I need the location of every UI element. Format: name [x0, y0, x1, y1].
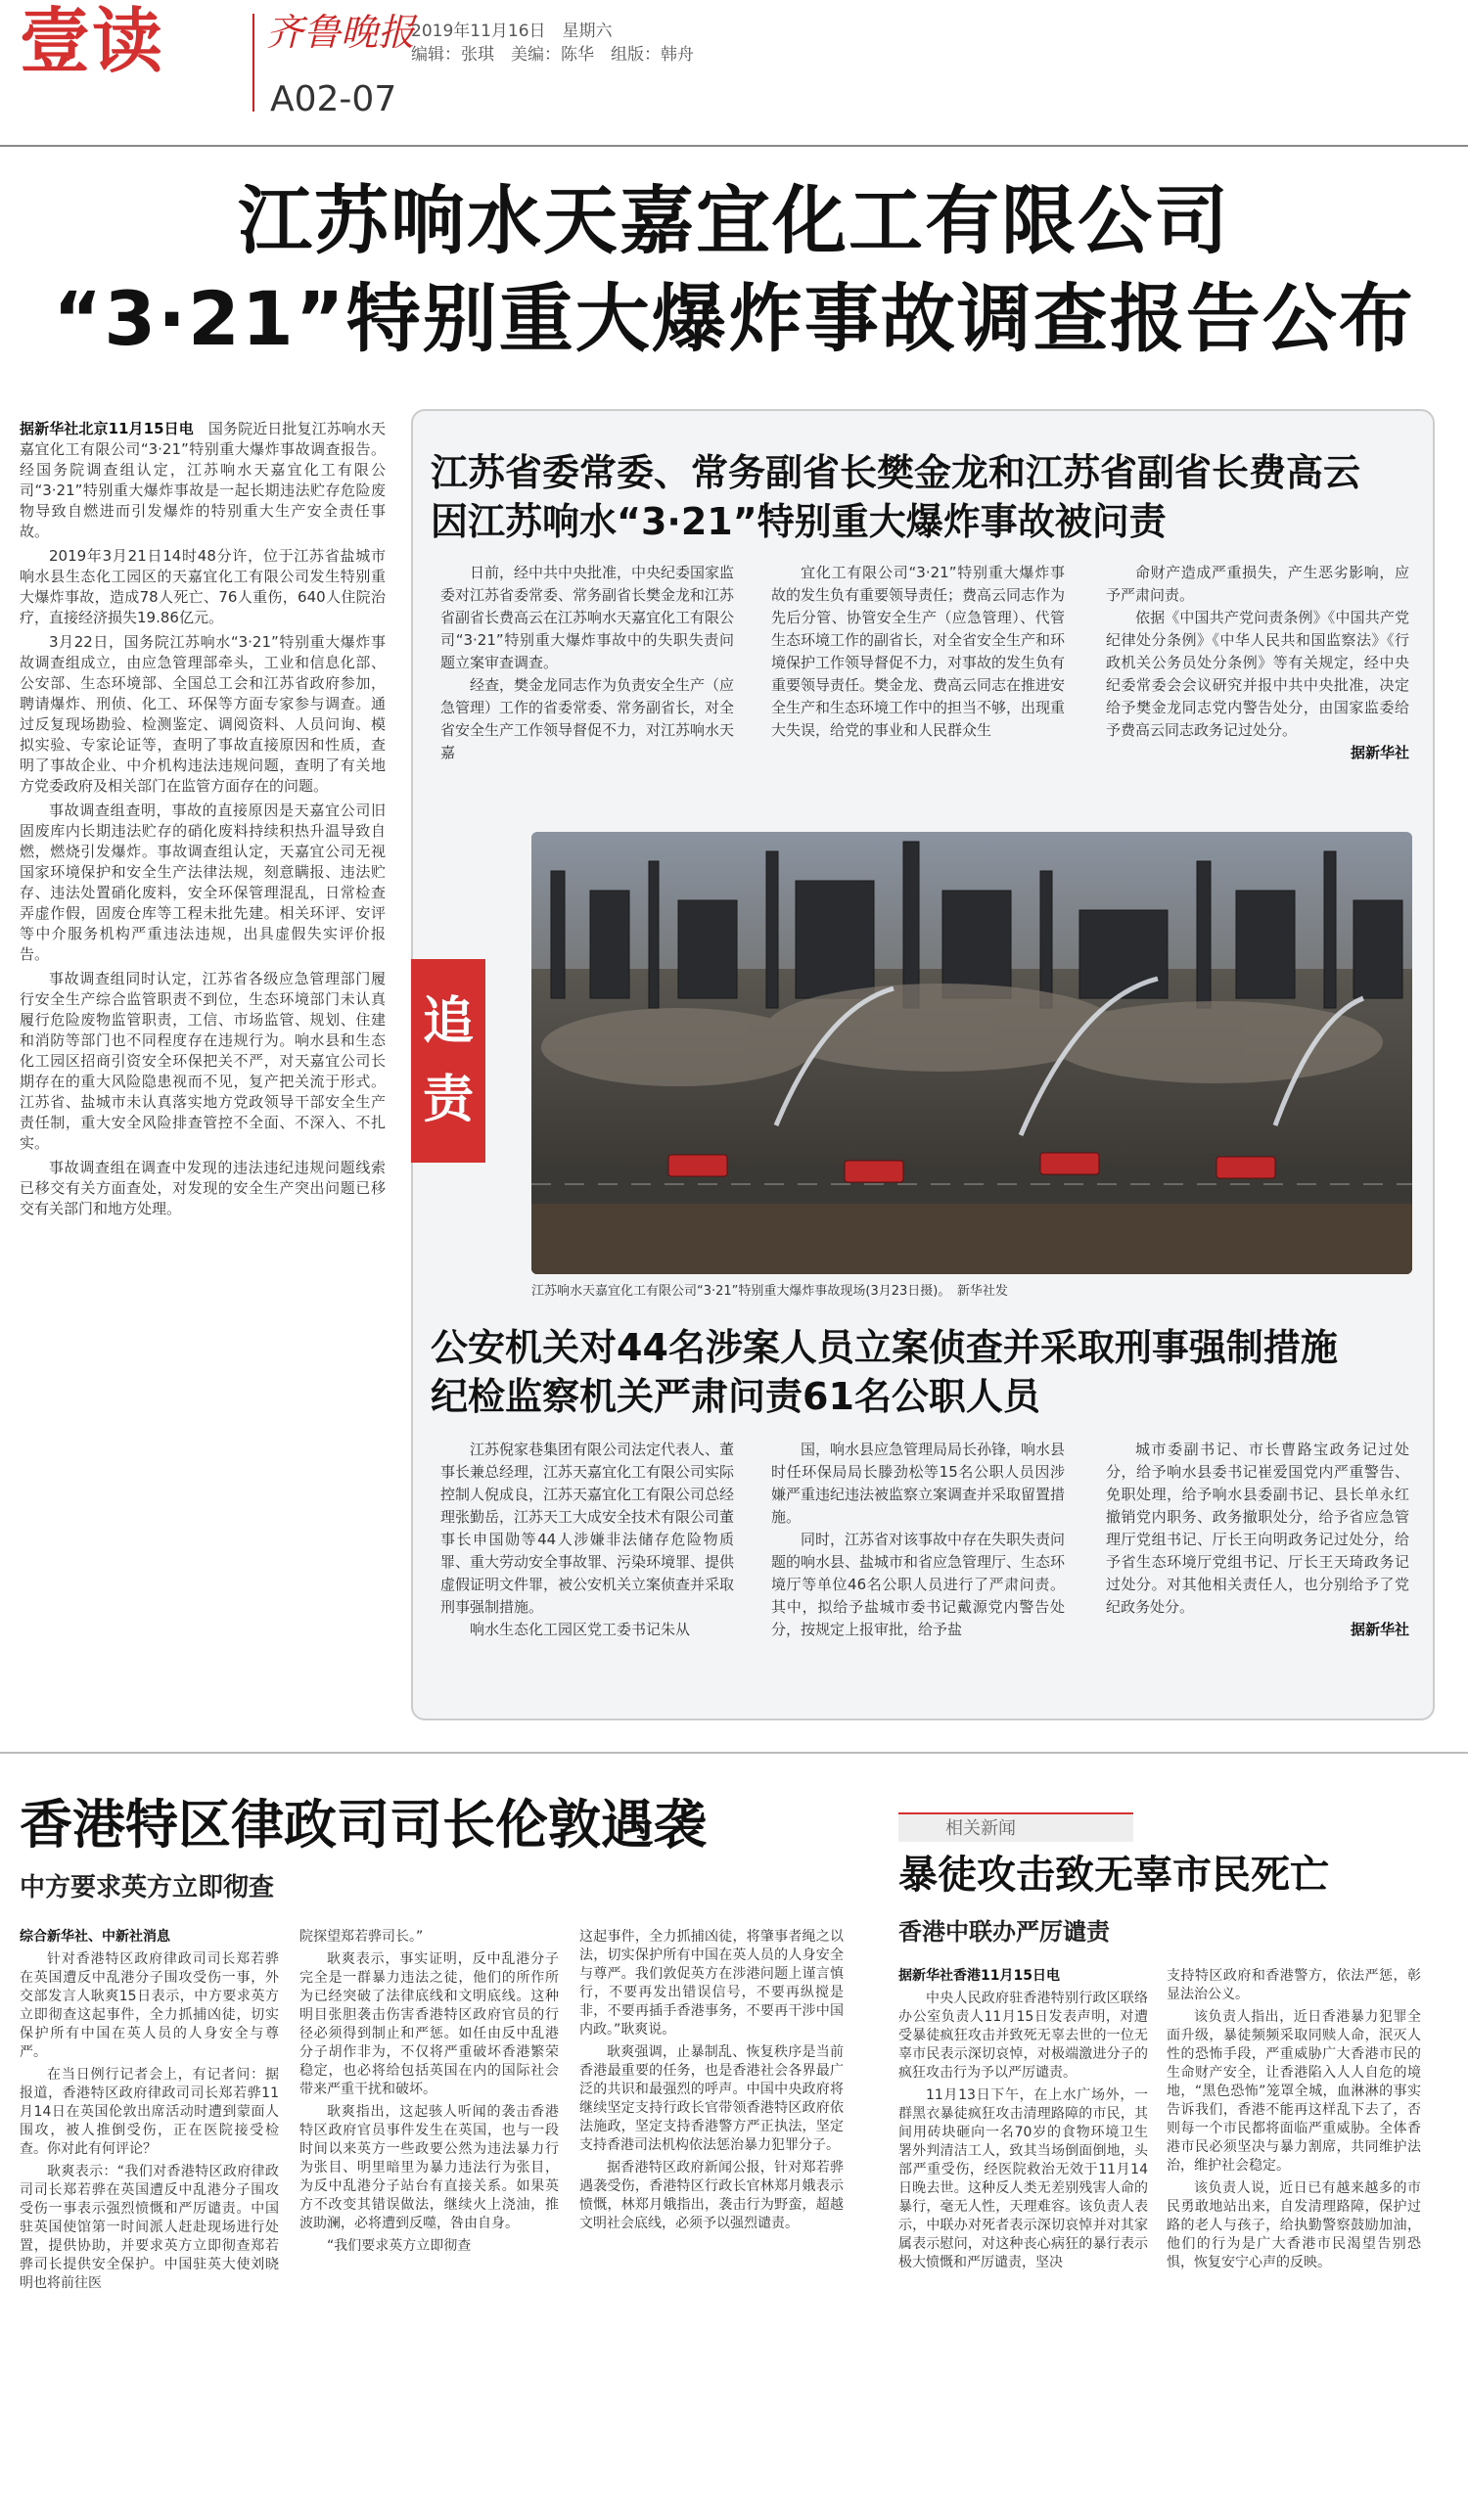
related-paragraph: 该负责人指出，近日香港暴力犯罪全面升级，暴徒频频采取同赎人命，泯灭人性的恐怖手段，严重威胁广大香港市民的生命财产安全，让香港陷入人人自危的境地，“黑色恐怖”笼罩全城，血淋淋的事实告诉我们，香港不能再这样乱下去了，否则每一个市民都将面临严重威胁。全体香港市民必须坚决与暴力割席，共同维护法治，维护社会稳定。: [1167, 2009, 1421, 2174]
section-brand: 壹读: [20, 0, 165, 82]
left-paragraph: 事故调查组在调查中发现的违法违纪违规问题线索已移交有关方面查处，对发现的安全生产突出问题已移交有关部门和地方处理。: [20, 1159, 386, 1217]
related-col1: [898, 1967, 1148, 2276]
hk-subhead: 中方要求英方立即彻查: [20, 1873, 275, 1902]
story2-credit: 据新华社: [1350, 1621, 1409, 1638]
story1-paragraph: 日前，经中共中央批准，中央纪委国家监委对江苏省委常委、常务副省长樊金龙和江苏省副省长费高云在江苏响水天嘉宜化工有限公司“3·21”特别重大爆炸事故中的失职失责问题立案审查调查。: [440, 564, 735, 671]
story1-headline-line1: 江苏省委常委、常务副省长樊金龙和江苏省副省长费高云: [431, 451, 1361, 494]
hk-dateline: 综合新华社、中新社消息: [20, 1929, 170, 1945]
story1-col1: [440, 562, 734, 764]
hk-paragraph: 耿爽表示，事实证明，反中乱港分子完全是一群暴力违法之徒，他们的所作所为已经突破了法律底线和文明底线。这种明目张胆袭击伤害香港特区政府官员的行径必须得到制止和严惩。如任由反中乱港分子胡作非为，不仅将严重破坏香港繁荣稳定，也必将给包括英国在内的国际社会带来严重干扰和破坏。: [299, 1951, 559, 2097]
left-paragraph: 事故调查组同时认定，江苏省各级应急管理部门履行安全生产综合监管职责不到位，生态环境部门未认真履行危险废物监管职责，工信、市场监管、规划、住建和消防等部门也不同程度存在违规行为。响水县和生态化工园区招商引资安全环保把关不严，对天嘉宜公司长期存在的重大风险隐患视而不见，复产把关流于形式。江苏省、盐城市未认真落实地方党政领导干部安全生产责任制，重大安全风险排查管控不全面、不深入、不扎实。: [20, 970, 386, 1152]
main-headline-line2: “3·21”特别重大爆炸事故调查报告公布: [53, 275, 1415, 362]
story2-paragraph: 同时，江苏省对该事故中存在失职失责问题的响水县、盐城市和省应急管理厅、生态环境厅等单位46名公职人员进行了严肃问责。其中，拟给予盐城市委书记戴源党内警告处分，按规定上报审批，给予盐: [771, 1531, 1066, 1638]
masthead-date: 2019年11月16日 星期六: [411, 22, 613, 41]
left-paragraph: 2019年3月21日14时48分许，位于江苏省盐城市响水县生态化工园区的天嘉宜化工有限公司发生特别重大爆炸事故，造成78人死亡、76人重伤，640人住院治疗，直接经济损失19.86亿元。: [20, 547, 386, 626]
masthead-rule: [0, 145, 1468, 147]
related-paragraph: 支持特区政府和香港警方，依法严惩，彰显法治公义。: [1167, 1968, 1421, 2002]
story2-paragraph: 国，响水县应急管理局局长孙锋，响水县时任环保局局长滕劲松等15名公职人员因涉嫌严重违纪违法被监察立案调查并采取留置措施。: [771, 1441, 1066, 1526]
hk-paragraph: 耿爽表示：“我们对香港特区政府律政司司长郑若骅在英国遭反中乱港分子围攻受伤一事表示强烈愤慨和严厉谴责。中国驻英国使馆第一时间派人赶赴现场进行处置，提供协助，并要求英方立即彻查郑若骅司长提供安全保护。中国驻英大使刘晓明也将前往医: [20, 2164, 279, 2291]
story1-headline: [431, 448, 1419, 546]
hk-paragraph: 针对香港特区政府律政司司长郑若骅在英国遭反中乱港分子围攻受伤一事，外交部发言人耿爽15日表示，中方要求英方立即彻查这起事件，全力抓捕凶徒，切实保护所有中国在英人员的人身安全与尊严。: [20, 1951, 279, 2060]
left-paragraph: 事故调查组查明，事故的直接原因是天嘉宜公司旧固废库内长期违法贮存的硝化废料持续积热升温导致自燃，燃烧引发爆炸。事故调查组认定，天嘉宜公司无视国家环境保护和安全生产法律法规，刻意瞒报、违法贮存、违法处置硝化废料，安全环保管理混乱，日常检查弄虚作假，固废仓库等工程未批先建。相关环评、安评等中介服务机构严重违法违规，出具虚假失实评价报告。: [20, 802, 386, 963]
story2-paragraph: 江苏倪家巷集团有限公司法定代表人、董事长兼总经理，江苏天嘉宜化工有限公司实际控制人倪成良，江苏天嘉宜化工有限公司总经理张勤岳，江苏天工大成安全技术有限公司董事长申国勋等44人涉嫌非法储存危险物质罪、重大劳动安全事故罪、污染环境罪、提供虚假证明文件罪，被公安机关立案侦查并采取刑事强制措施。: [440, 1441, 735, 1616]
story1-paragraph: 经查，樊金龙同志作为负责安全生产（应急管理）工作的省委常委、常务副省长，对全省安全生产工作领导督促不力，对江苏响水天嘉: [440, 676, 735, 761]
explosion-scene-image: [531, 832, 1412, 1274]
story2-paragraph: 响水生态化工园区党工委书记朱从: [470, 1621, 691, 1638]
hk-col2: [299, 1928, 559, 2260]
hk-paragraph: 院探望郑若骅司长。”: [299, 1929, 424, 1945]
story1-col2: [771, 562, 1065, 742]
hk-headline: 香港特区律政司司长伦敦遇袭: [20, 1794, 707, 1856]
story2-headline-line1: 公安机关对44名涉案人员立案侦查并采取刑事强制措施: [431, 1326, 1338, 1369]
hk-paragraph: “我们要求英方立即彻查: [327, 2238, 472, 2254]
story1-col3: [1106, 562, 1409, 764]
story1-paragraph: 命财产造成严重损失，产生恶劣影响，应予严肃问责。: [1106, 564, 1409, 604]
related-news-tag: 相关新闻: [898, 1812, 1133, 1842]
masthead-staff: 编辑：张琪 美编：陈华 组版：韩舟: [411, 45, 694, 65]
story2-headline-line2: 纪检监察机关严肃问责61名公职人员: [431, 1375, 1040, 1418]
story1-credit: 据新华社: [1350, 744, 1409, 761]
story1-headline-line2: 因江苏响水“3·21”特别重大爆炸事故被问责: [431, 500, 1167, 543]
story2-col3: [1106, 1439, 1409, 1641]
story2-col1: [440, 1439, 734, 1641]
story2-col2: [771, 1439, 1065, 1641]
hk-paragraph: 在当日例行记者会上，有记者问：据报道，香港特区政府律政司司长郑若骅11月14日在英国伦敦出席活动时遭到蒙面人围攻，被人推倒受伤，正在医院接受检查。你对此有何评论？: [20, 2067, 279, 2157]
related-col2: [1167, 1967, 1421, 2276]
story1-paragraph: 宜化工有限公司“3·21”特别重大爆炸事故的发生负有重要领导责任；费高云同志作为先后分管、协管安全生产（应急管理）、代管生态环境工作的副省长，对全省安全生产和环境保护工作领导督促不力，对事故的发生负有重要领导责任。樊金龙、费高云同志在推进安全生产和生态环境工作中的担当不够，出现重大失误，给党的事业和人民群众生: [771, 564, 1066, 739]
related-headline: 暴徒攻击致无辜市民死亡: [898, 1853, 1329, 1898]
left-paragraph: 3月22日，国务院江苏响水“3·21”特别重大爆炸事故调查组成立，由应急管理部牵头，工业和信息化部、公安部、生态环境部、全国总工会和江苏省政府参加，聘请爆炸、刑侦、化工、环保等方面专家参与调查。通过反复现场勘验、检测鉴定、调阅资料、人员问询、模拟实验、专家论证等，查明了事故直接原因和性质，查明了事故企业、中介机构违法违规问题，查明了有关地方党委政府及相关部门在监管方面存在的问题。: [20, 633, 386, 795]
left-dateline: 据新华社北京11月15日电: [20, 420, 194, 437]
story1-paragraph: 依据《中国共产党问责条例》《中国共产党纪律处分条例》《中华人民共和国监察法》《行政机关公务员处分条例》等有关规定，经中央纪委常委会会议研究并报中共中央批准，决定给予樊金龙同志党内警告处分，由国家监委给予费高云同志政务记过处分。: [1106, 609, 1409, 739]
newspaper-logo: 齐鲁晚报: [266, 11, 416, 54]
masthead-divider: [252, 14, 254, 112]
story2-paragraph: 城市委副书记、市长曹路宝政务记过处分，给予响水县委书记崔爱国党内严重警告、免职处理，给予响水县委副书记、县长单永红撤销党内职务、政务撤职处分，给予省应急管理厅党组书记、厅长王向明政务记过处分，给予省生态环境厅党组书记、厅长王天琦政务记过处分。对其他相关责任人，也分别给予了党纪政务处分。: [1106, 1441, 1409, 1616]
hk-paragraph: 耿爽强调，止暴制乱、恢复秩序是当前香港最重要的任务，也是香港社会各界最广泛的共识和最强烈的呼声。中国中央政府将继续坚定支持行政长官带领香港特区政府依法施政，坚定支持香港警方严正执法，坚定支持香港司法机构依法惩治暴力犯罪分子。: [579, 2044, 844, 2153]
hk-paragraph: 耿爽指出，这起骇人听闻的袭击香港特区政府官员事件发生在英国，也与一段时间以来英方一些政要公然为违法暴力行为张目、明里暗里为暴力违法行为张目，为反中乱港分子站台有直接关系。如果英方不改变其错误做法，继续火上浇油，推波助澜，必将遭到反噬，咎由自身。: [299, 2104, 559, 2231]
related-paragraph: 11月13日下午，在上水广场外，一群黑衣暴徒疯狂攻击清理路障的市民，其间用砖块砸向一名70岁的食物环境卫生署外判清洁工人，致其当场倒面倒地，头部严重受伤，经医院救治无效于11月14日晚去世。这种反人类无差别残害人命的暴行，毫无人性，天理难容。该负责人表示，中联办对死者表示深切哀悼并对其家属表示慰问，对这种丧心病狂的暴行表示极大愤慨和严厉谴责，坚决: [898, 2087, 1148, 2270]
hk-col3: [579, 1928, 844, 2237]
accountability-tag-label: 追责: [422, 992, 474, 1129]
photo-caption: 江苏响水天嘉宜化工有限公司“3·21”特别重大爆炸事故现场(3月23日摄)。 新华社发: [531, 1284, 1008, 1299]
accountability-tag: [411, 959, 485, 1163]
related-paragraph: 中央人民政府驻香港特别行政区联络办公室负责人11月15日发表声明，对遭受暴徒疯狂攻击并致死无辜去世的一位无辜市民表示深切哀悼，对极端激进分子的疯狂攻击行为予以严厉谴责。: [898, 1991, 1148, 2081]
hk-col1: [20, 1928, 279, 2297]
explosion-scene-photo: [531, 832, 1412, 1274]
page-number: A02-07: [270, 79, 397, 119]
hk-paragraph: 据香港特区政府新闻公报，针对郑若骅遇袭受伤，香港特区行政长官林郑月娥表示愤慨，林郑月娥指出，袭击行为野蛮，超越文明社会底线，必须予以强烈谴责。: [579, 2160, 844, 2231]
section-rule: [0, 1752, 1468, 1754]
story2-headline: [431, 1323, 1419, 1421]
hk-paragraph: 这起事件，全力抓捕凶徒，将肇事者绳之以法，切实保护所有中国在英人员的人身安全与尊严。我们敦促英方在涉港问题上谨言慎行，不要再发出错误信号，不要再纵搅是非，不要再插手香港事务，不要再干涉中国内政。”耿爽说。: [579, 1929, 844, 2038]
related-paragraph: 该负责人说，近日已有越来越多的市民勇敢地站出来，自发清理路障，保护过路的老人与孩子，给执勤警察鼓励加油，他们的行为是广大香港市民渴望告别恐惧，恢复安宁心声的反映。: [1167, 2180, 1421, 2270]
related-subhead: 香港中联办严厉谴责: [898, 1918, 1110, 1946]
related-dateline: 据新华社香港11月15日电: [898, 1968, 1060, 1984]
main-headline-line1: 江苏响水天嘉宜化工有限公司: [238, 177, 1230, 264]
left-column: [20, 419, 386, 1223]
left-paragraph: 国务院近日批复江苏响水天嘉宜化工有限公司“3·21”特别重大爆炸事故调查报告。经国务院调查组认定，江苏响水天嘉宜化工有限公司“3·21”特别重大爆炸事故是一起长期违法贮存危险废物导致自燃进而引发爆炸的特别重大生产安全责任事故。: [20, 420, 386, 540]
masthead-meta: [411, 20, 694, 67]
